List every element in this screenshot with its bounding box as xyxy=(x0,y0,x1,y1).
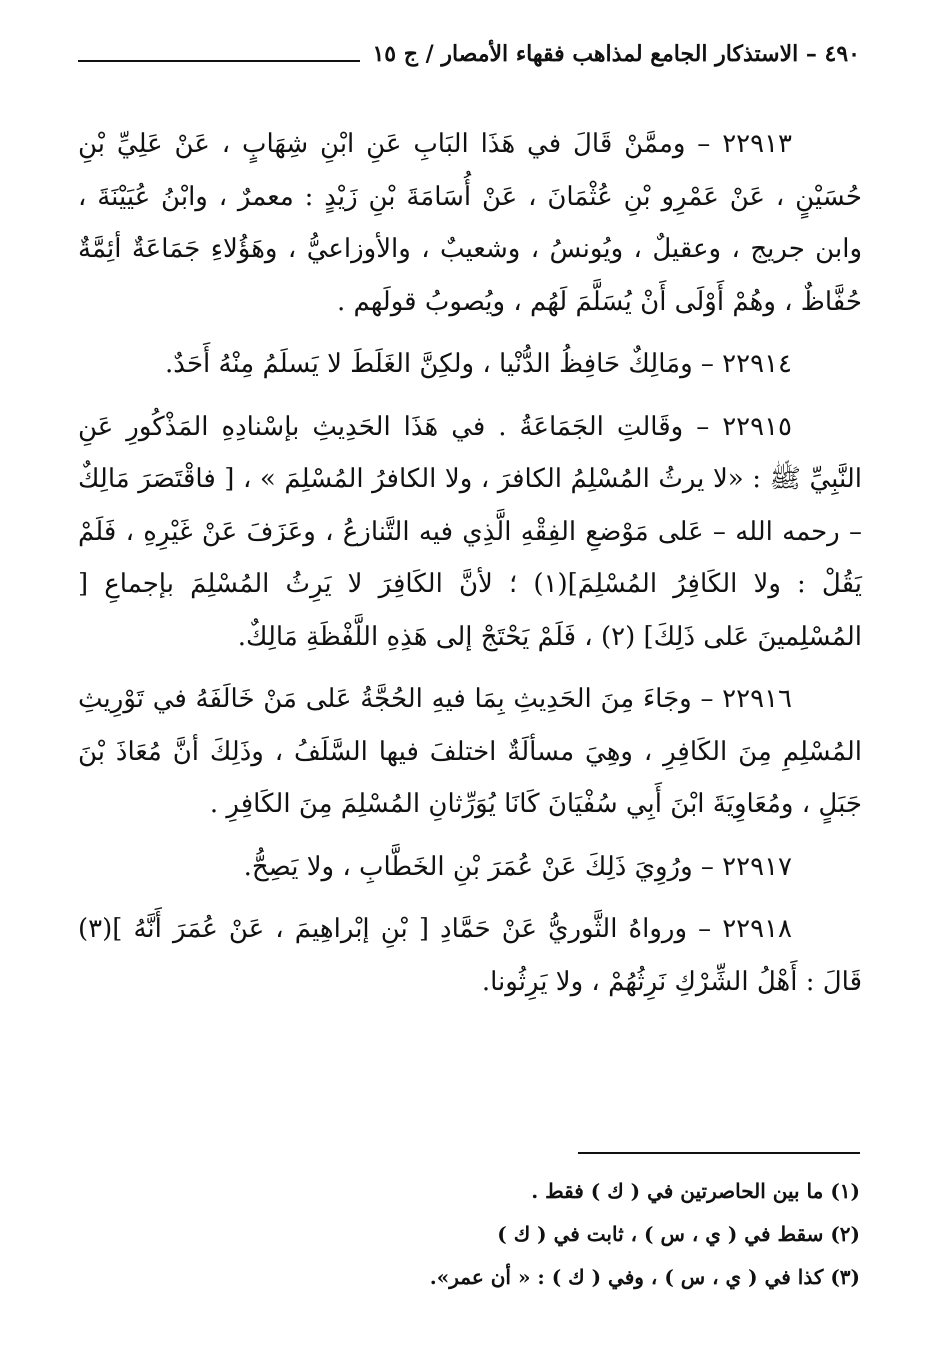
running-header xyxy=(78,34,860,74)
paragraph: ٢٢٩١٨ – ورواهُ الثَّوريُّ عَنْ حَمَّادِ [ بْنِ إبْراهِيمَ ، عَنْ عُمَرَ أَنَّهُ ](٣) قَالَ : أَهْلُ الشِّرْكِ نَرِثُهُمْ ، ولا يَرِثُونا. xyxy=(78,914,862,997)
paragraph: ٢٢٩١٣ – وممَّنْ قَالَ في هَذَا البَابِ عَنِ ابْنِ شِهَابٍ ، عَنْ عَلِيِّ بْنِ حُسَيْنٍ ، عَنْ عَمْرِو بْنِ عُثْمَانَ ، عَنْ أُسَامَةَ بْنِ زَيْدٍ : معمرٌ ، وابْنُ عُيَيْنَةَ ، وابن جريج ، وعقيلٌ ، ويُونسُ ، وشعيبٌ ، والأوزاعيُّ ، وهَؤُلاءِ جَمَاعَةٌ أئِمَّةٌ حُفَّاظٌ ، وهُمْ أَوْلَى أَنْ يُسَلَّمَ لَهُم ، ويُصوبُ قولَهم . xyxy=(78,129,862,317)
footnote-separator xyxy=(578,1152,860,1154)
main-text xyxy=(78,118,862,1008)
paragraph-number: ٢٢٩١٧ xyxy=(722,851,792,882)
paragraph-text: وقَالتِ الجَمَاعَةُ . في هَذَا الحَدِيثِ بإسْنادِهِ المَذْكُورِ عَنِ النَّبِيِّ ﷺ : «لا يرثُ المُسْلِمُ الكافرَ ، ولا الكافرُ المُسْلِمَ » ، [ فاقْتَصَرَ مَالِكٌ – رحمه الله – عَلى مَوْضعِ الفِقْهِ الَّذِي فيه التَّنازعُ ، وعَزَفَ عَنْ غَيْرِهِ ، فَلَمْ يَقُلْ : ولا الكَافِرُ المُسْلِمَ](١) ؛ لأنَّ الكَافِرَ لا يَرِثُ المُسْلِمَ بإجماعِ [ المُسْلِمينَ عَلى ذَلِكَ] (٢) ، فَلَمْ يَحْتَجْ إلى هَذِهِ اللَّفْظَةِ مَالِكٌ. xyxy=(78,411,862,652)
footnote: (٣) كذا في ( ي ، س ) ، وفي ( ك ) : « أن عمر». xyxy=(429,1265,860,1289)
paragraph-number: ٢٢٩١٨ xyxy=(722,914,793,944)
paragraph: ٢٢٩١٦ – وجَاءَ مِنَ الحَدِيثِ بِمَا فيهِ الحُجَّةُ عَلى مَنْ خَالَفَهُ في تَوْرِيثِ المُسْلِمِ مِنَ الكَافِرِ ، وهِيَ مسألَةٌ اختلفَ فيها السَّلَفُ ، وذَلِكَ أنَّ مُعَاذَ بْنَ جَبَلٍ ، ومُعَاوِيَةَ ابْنَ أَبِي سُفْيَانَ كَانَا يُوَرِّثانِ المُسْلِمَ مِنَ الكَافِرِ . xyxy=(78,684,862,819)
paragraph: ٢٢٩١٥ – وقَالتِ الجَمَاعَةُ . في هَذَا الحَدِيثِ بإسْنادِهِ المَذْكُورِ عَنِ النَّبِيِّ ﷺ : «لا يرثُ المُسْلِمُ الكافرَ ، ولا الكافرُ المُسْلِمَ » ، [ فاقْتَصَرَ مَالِكٌ – رحمه الله – عَلى مَوْضعِ الفِقْهِ الَّذِي فيه التَّنازعُ ، وعَزَفَ عَنْ غَيْرِهِ ، فَلَمْ يَقُلْ : ولا الكَافِرُ المُسْلِمَ](١) ؛ لأنَّ الكَافِرَ لا يَرِثُ المُسْلِمَ بإجماعِ [ المُسْلِمينَ عَلى ذَلِكَ] (٢) ، فَلَمْ يَحْتَجْ إلى هَذِهِ اللَّفْظَةِ مَالِكٌ. xyxy=(78,411,862,652)
paragraph-text: ورواهُ الثَّوريُّ عَنْ حَمَّادِ [ بْنِ إبْراهِيمَ ، عَنْ عُمَرَ أَنَّهُ ](٣) قَالَ : أَهْلُ الشِّرْكِ نَرِثُهُمْ ، ولا يَرِثُونا. xyxy=(78,914,862,997)
footnotes xyxy=(80,1170,860,1299)
footnote: (١) ما بين الحاصرتين في ( ك ) فقط . xyxy=(531,1179,860,1203)
paragraph: ٢٢٩١٧ – ورُوِيَ ذَلِكَ عَنْ عُمَرَ بْنِ الخَطَّابِ ، ولا يَصِحُّ. xyxy=(243,851,792,882)
paragraph-number: ٢٢٩١٣ xyxy=(722,129,793,159)
paragraph-text: وممَّنْ قَالَ في هَذَا البَابِ عَنِ ابْنِ شِهَابٍ ، عَنْ عَلِيِّ بْنِ حُسَيْنٍ ، عَنْ عَمْرِو بْنِ عُثْمَانَ ، عَنْ أُسَامَةَ بْنِ زَيْدٍ : معمرٌ ، وابْنُ عُيَيْنَةَ ، وابن جريج ، وعقيلٌ ، ويُونسُ ، وشعيبٌ ، والأوزاعيُّ ، وهَؤُلاءِ جَمَاعَةٌ أئِمَّةٌ حُفَّاظٌ ، وهُمْ أَوْلَى أَنْ يُسَلَّمَ لَهُم ، ويُصوبُ قولَهم . xyxy=(78,129,862,317)
paragraph-number: ٢٢٩١٦ xyxy=(722,684,792,714)
paragraph: ٢٢٩١٤ – ومَالِكٌ حَافِظُ الدُّنْيا ، ولكِنَّ الغَلَطَ لا يَسلَمُ مِنْهُ أَحَدٌ. xyxy=(165,349,792,379)
footnote: (٢) سقط في ( ي ، س ) ، ثابت في ( ك ) xyxy=(497,1222,860,1246)
header-title: ٤٩٠ – الاستذكار الجامع لمذاهب فقهاء الأمصار / ج ١٥ xyxy=(372,41,860,67)
paragraph-text: ومَالِكٌ حَافِظُ الدُّنْيا ، ولكِنَّ الغَلَطَ لا يَسلَمُ مِنْهُ أَحَدٌ. xyxy=(165,349,693,379)
paragraph-text: ورُوِيَ ذَلِكَ عَنْ عُمَرَ بْنِ الخَطَّابِ ، ولا يَصِحُّ. xyxy=(243,851,693,882)
paragraph-number: ٢٢٩١٥ xyxy=(722,411,793,442)
paragraph-number: ٢٢٩١٤ xyxy=(722,349,792,379)
header-rule xyxy=(78,60,360,62)
paragraph-text: وجَاءَ مِنَ الحَدِيثِ بِمَا فيهِ الحُجَّةُ عَلى مَنْ خَالَفَهُ في تَوْرِيثِ المُسْلِمِ مِنَ الكَافِرِ ، وهِيَ مسألَةٌ اختلفَ فيها السَّلَفُ ، وذَلِكَ أنَّ مُعَاذَ بْنَ جَبَلٍ ، ومُعَاوِيَةَ ابْنَ أَبِي سُفْيَانَ كَانَا يُوَرِّثانِ المُسْلِمَ مِنَ الكَافِرِ . xyxy=(78,684,862,819)
